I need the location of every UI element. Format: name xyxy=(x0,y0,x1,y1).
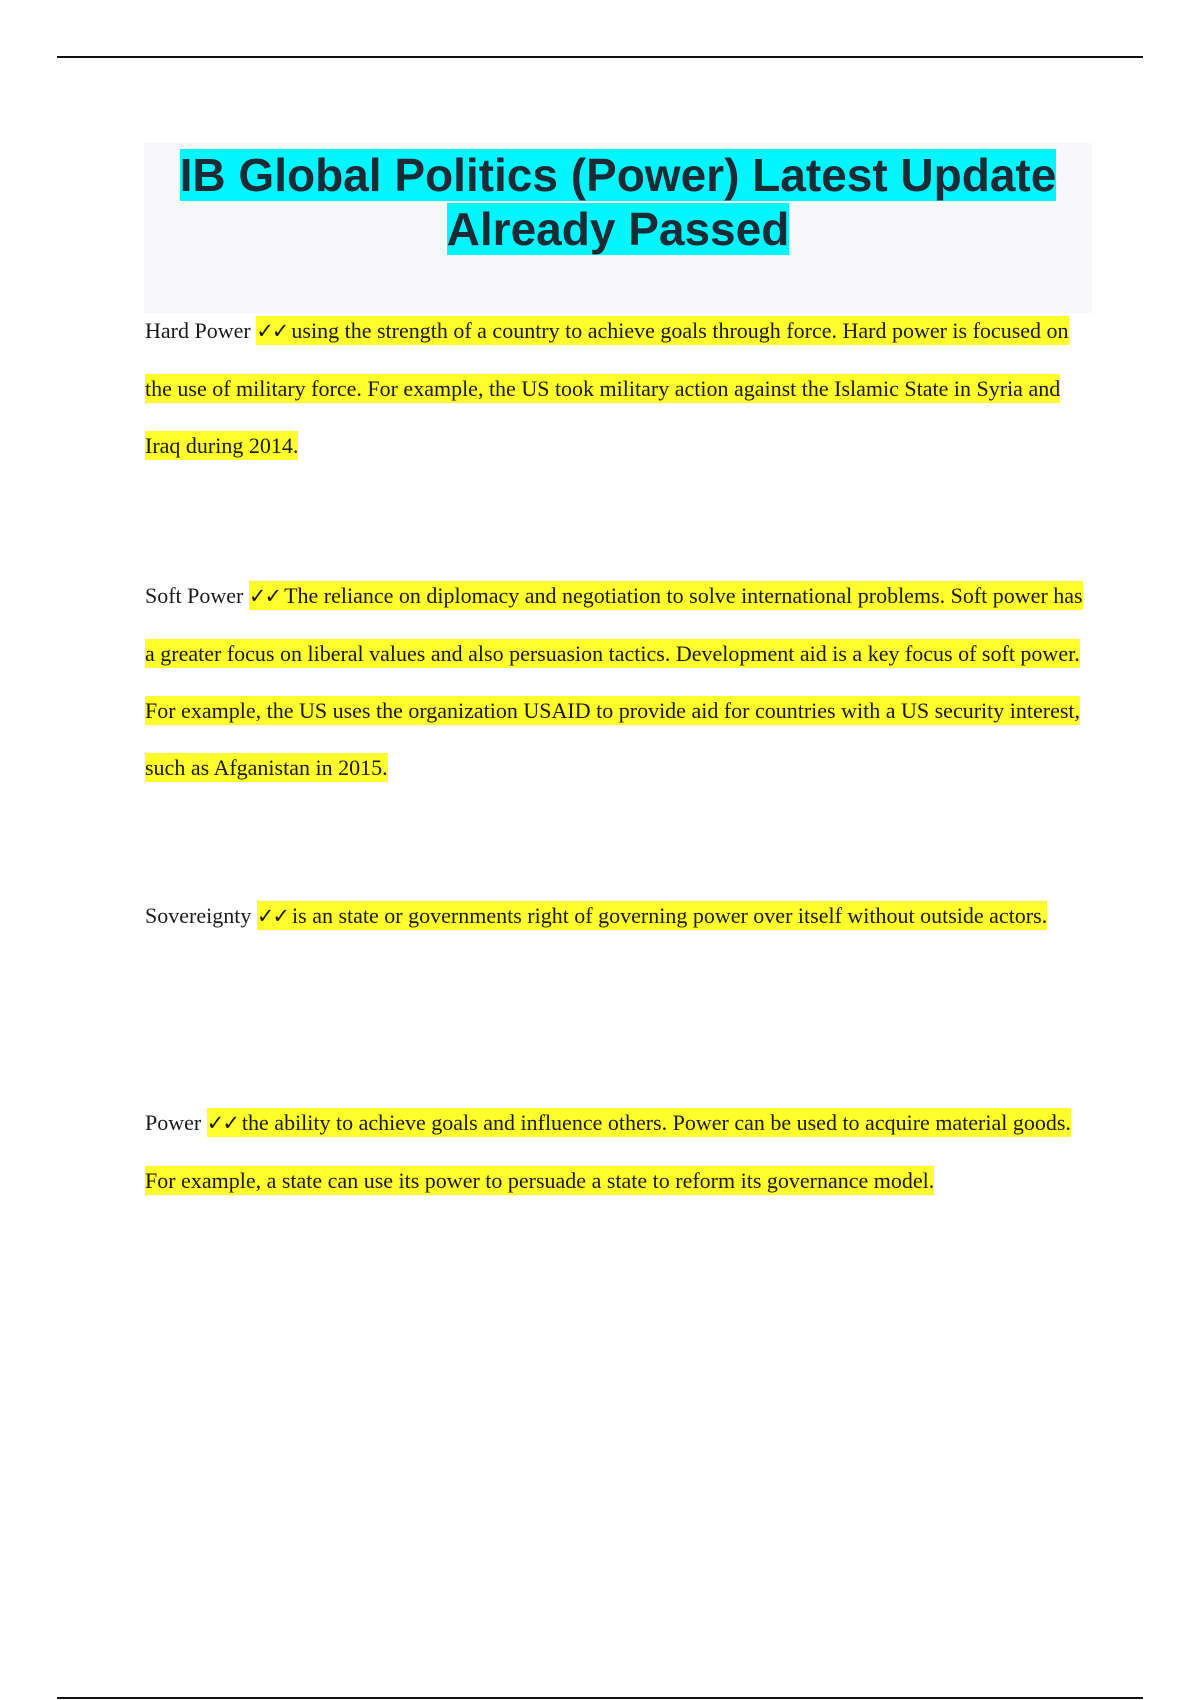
definition-entry-soft-power xyxy=(145,567,1095,796)
term-label: Soft Power xyxy=(145,583,244,608)
check-marks-icon: ✓✓ xyxy=(256,319,288,343)
definition-text: is an state or governments right of governing power over itself without outside actors. xyxy=(292,903,1048,928)
document-title xyxy=(144,143,1092,256)
term-label: Hard Power xyxy=(145,318,251,343)
title-line-2: Already Passed xyxy=(446,203,790,255)
definition-entry-power xyxy=(145,1094,1095,1209)
definition-entry-hard-power xyxy=(145,302,1095,474)
title-block xyxy=(144,143,1092,313)
definition-text: the ability to achieve goals and influence others. Power can be used to acquire material goods. For example, a state can use its power to persuade a state to reform its governance model. xyxy=(145,1110,1071,1193)
top-rule xyxy=(57,56,1143,58)
title-line-1: IB Global Politics (Power) Latest Update xyxy=(179,149,1057,201)
definition-text: The reliance on diplomacy and negotiation to solve international problems. Soft power has a greater focus on liberal values and also persuasion tactics. Development aid is a key focus of soft power. For example, the US uses the organization USAID to provide aid for countries with a US security interest, such as Afganistan in 2015. xyxy=(145,583,1083,780)
bottom-rule xyxy=(57,1697,1143,1699)
definition-entry-sovereignty xyxy=(145,887,1095,945)
check-marks-icon: ✓✓ xyxy=(248,584,281,608)
check-marks-icon: ✓✓ xyxy=(206,1111,238,1135)
check-marks-icon: ✓✓ xyxy=(256,904,289,928)
definition-text: using the strength of a country to achieve goals through force. Hard power is focused on the use of military force. For example, the US took military action against the Islamic State in Syria and Iraq during 2014. xyxy=(145,318,1069,458)
term-label: Power xyxy=(145,1110,202,1135)
term-label: Sovereignty xyxy=(145,903,252,928)
